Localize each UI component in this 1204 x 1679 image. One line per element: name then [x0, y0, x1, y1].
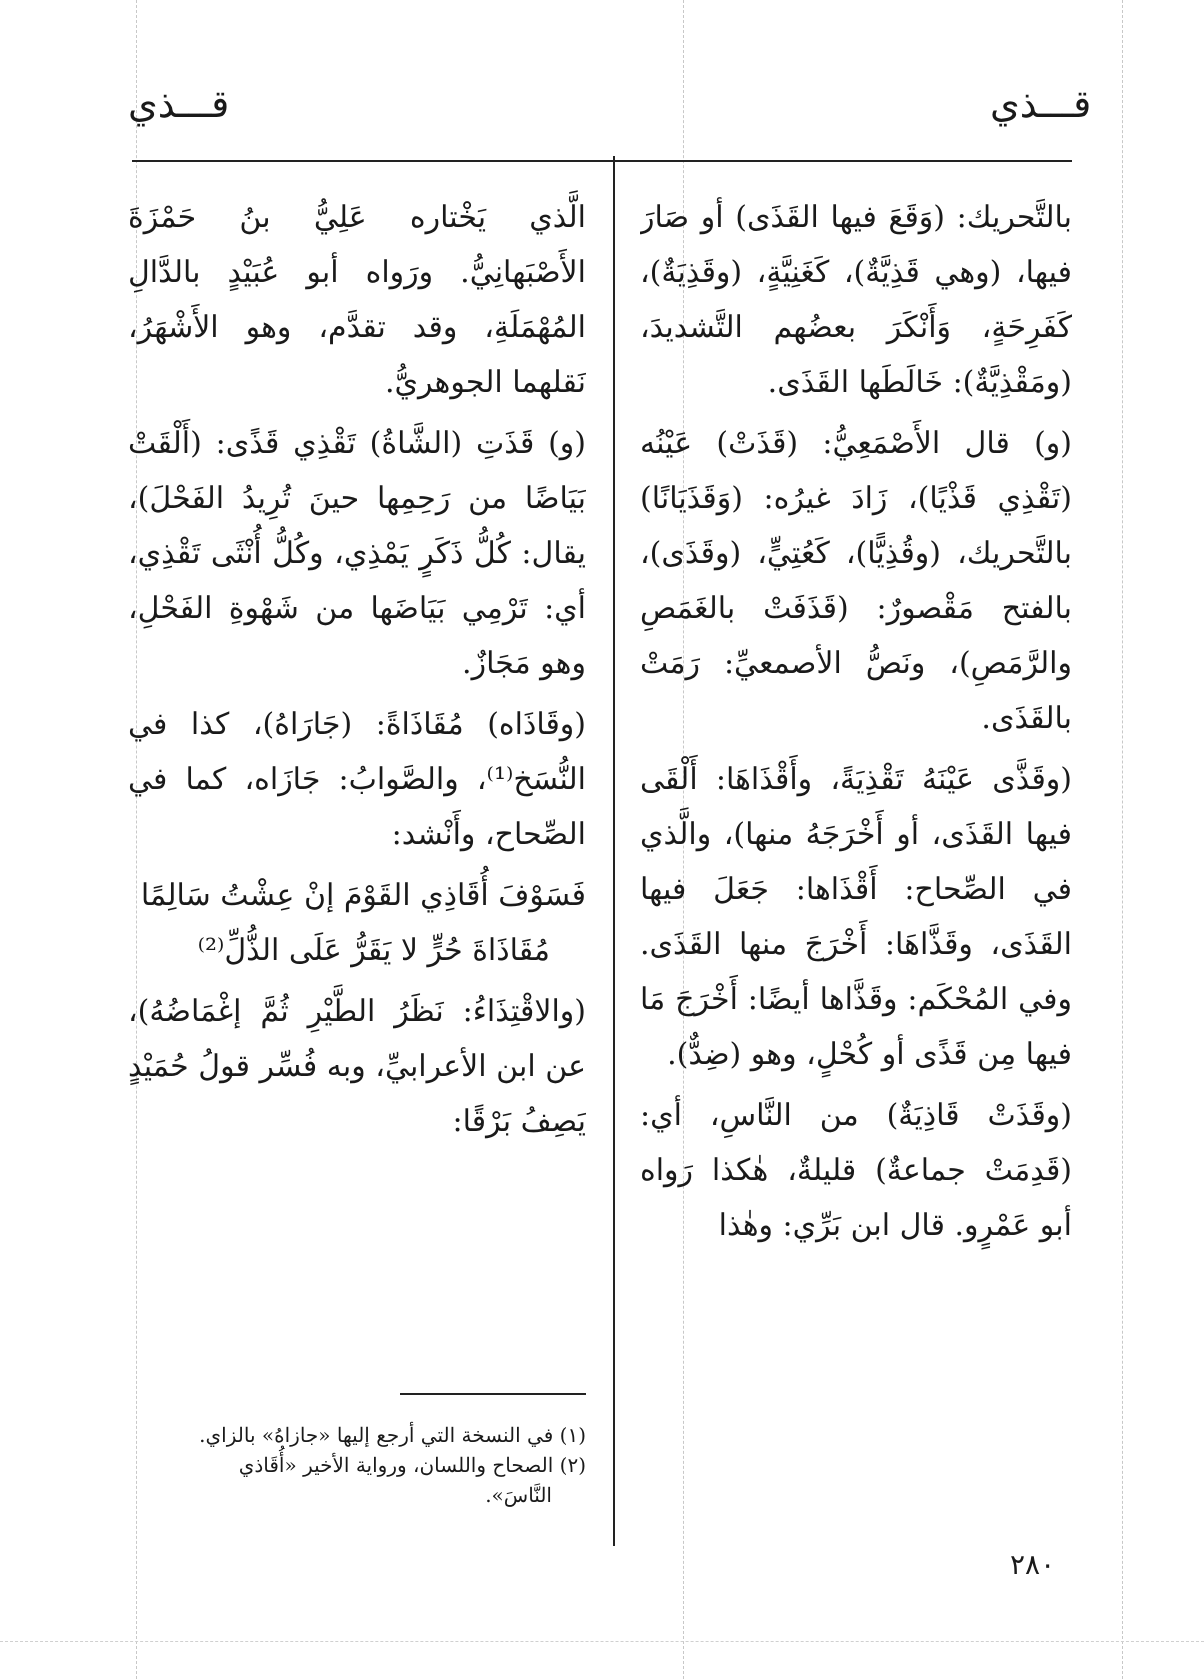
running-head-right: قـــذي — [990, 82, 1092, 126]
entry-paragraph: الَّذي يَخْتاره عَلِيُّ بنُ حَمْزَةَ الأَصْبَهانِيُّ. ورَواه أبو عُبَيْدٍ بالدَّالِ المُهْمَلَةِ، وقد تقدَّم، وهو الأَشْهَرُ، نَقلهما الجوهريُّ. — [128, 200, 586, 400]
entry-paragraph: (و) قال الأَصْمَعِيُّ: (قَذَتْ) عَيْنُه (تَقْذِي قَذْيًا)، زَادَ غيرُه: (وَقَذَيَانًا) بالتَّحريك، (وقُذِيًّا)، كَعُتِيٍّ، (وقَذَى)، بالفتح مَقْصورٌ: (قَذَفَتْ بالغَمَصِ والرَّمَصِ)، ونَصُّ الأصمعيِّ: رَمَتْ بالقَذَى. — [640, 426, 1072, 736]
footnote-1: (١) في النسخة التي أرجع إليها «جازاهُ» بالزاي. — [199, 1423, 586, 1447]
entry-paragraph: بالتَّحريك: (وَقَعَ فيها القَذَى) أو صَارَ فيها، (وهي قَذِيَّةٌ)، كَغَنِيَّةٍ، (وقَذِيَةٌ)، كَفَرِحَةٍ، وَأَنْكَرَ بعضُهم التَّشديدَ، (ومَقْذِيَّةٌ): خَالَطَها القَذَى. — [640, 200, 1072, 400]
entry-paragraph: (و) قَذَتِ (الشَّاةُ) تَقْذِي قَذًى: (أَلْقَتْ بَيَاضًا من رَحِمِها حينَ تُرِيدُ الفَحْلَ)، يقال: كُلُّ ذَكَرٍ يَمْذِي، وكُلُّ أُنْثَى تَقْذِي، أي: تَرْمِي بَيَاضَها من شَهْوةِ الفَحْلِ، وهو مَجَازٌ. — [128, 426, 586, 681]
entry-paragraph: (والاقْتِذَاءُ: نَظَرُ الطَّيْرِ ثُمَّ إغْمَاضُهُ)، عن ابن الأعرابيِّ، وبه فُسِّر قولُ حُمَيْدٍ يَصِفُ بَرْقًا: — [128, 994, 586, 1139]
right-column — [640, 190, 1072, 1550]
column-divider — [613, 156, 615, 1546]
footnote-2-continuation: النَّاسَ». — [485, 1483, 552, 1507]
header-rule — [132, 160, 1072, 162]
verse-line-second: مُقَاذَاةَ حُرٍّ لا يَقَرُّ عَلَى الذُّلِّ⁽²⁾ — [197, 933, 550, 968]
page-number: ٢٨٠ — [1010, 1548, 1056, 1581]
entry-paragraph: (وقَذَّى عَيْنَهُ تَقْذِيَةً، وأَقْذَاهَا: أَلْقَى فيها القَذَى، أو أَخْرَجَهُ منها)، والَّذي في الصِّحاح: أَقْذَاها: جَعَلَ فيها القَذَى، وقَذَّاهَا: أَخْرَجَ منها القَذَى. وفي المُحْكَم: وقَذَّاها أيضًا: أَخْرَجَ مَا فيها مِن قَذًى أو كُحْلٍ، وهو (ضِدٌّ). — [640, 762, 1072, 1072]
scan-guide-line — [1122, 0, 1123, 1679]
verse-line-first: فَسَوْفَ أُقَاذِي القَوْمَ إنْ عِشْتُ سَالِمًا — [140, 878, 586, 913]
scan-guide-line — [0, 1641, 1204, 1642]
entry-paragraph: (وقَاذَاه) مُقَاذَاةً: (جَارَاهُ)، كذا في النُّسَخ⁽¹⁾، والصَّوابُ: جَازَاه، كما في الصِّحاح، وأَنْشد: — [128, 707, 586, 852]
footnote-rule — [400, 1393, 586, 1395]
entry-paragraph: (وقَذَتْ قَاذِيَةٌ) من النَّاسِ، أي: (قَدِمَتْ جماعةٌ) قليلةٌ، هٰكذا رَواه أبو عَمْرٍو. قال ابن بَرِّي: وهٰذا — [640, 1098, 1072, 1243]
footnotes — [128, 1420, 586, 1510]
running-head-left: قـــذي — [128, 82, 230, 126]
footnote-2: (٢) الصحاح واللسان، ورواية الأخير «أُقَاذي — [238, 1453, 586, 1477]
left-column — [128, 190, 586, 1310]
